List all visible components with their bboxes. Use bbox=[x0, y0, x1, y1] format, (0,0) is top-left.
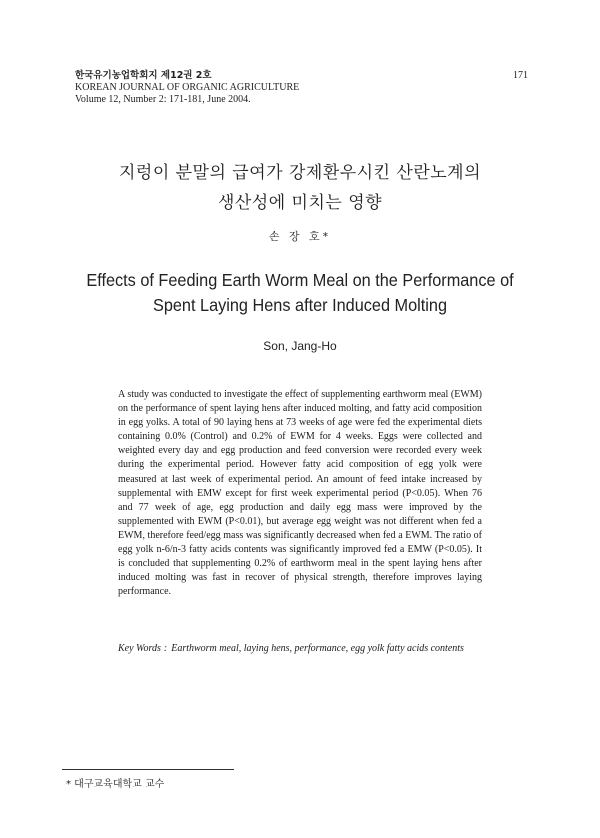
paper-title-en bbox=[21, 268, 579, 318]
paper-title-kr-line2: 생산성에 미치는 영향 bbox=[217, 193, 383, 213]
keywords bbox=[118, 642, 482, 656]
keywords-label: Key Words bbox=[118, 643, 161, 654]
abstract: A study was conducted to investigate the effect of supplementing earthworm meal (EWM) on the performance of spent laying hens after induced molting, and fatty acid composition in egg yolks. A total of 90 laying hens at 73 weeks of age were fed the experimental diets containing 0.0% (Control) and 0.2% of EWM for 4 weeks. Eggs were collected and weighted every day and egg production and feed conversion were recorded every week during the experimental period. However fatty acid composition of egg yolk were measured at last week of experimental period. An amount of feed intake increased by supplemental with EMW except for first week experimental period (P<0.05). When 76 and 77 week of age, egg production and daily egg mass were improved by the supplemented with EWM (P<0.01), but average egg weight was not different when fed a EWM, therefore feed/egg mass was significantly decreased when fed a EWM. The ratio of egg yolk n-6/n-3 fatty acids contents was significantly improved fed a EMW (P<0.05). It is concluded that supplementing 0.2% of earthworm meal in the spent laying hens after induced molting was fast in recover of physical strength, therefore improves laying performance. bbox=[118, 389, 482, 598]
journal-title-kr: 한국유기농업학회지 제12권 2호 bbox=[75, 70, 212, 81]
journal-title-en: KOREAN JOURNAL OF ORGANIC AGRICULTURE bbox=[75, 82, 300, 93]
footnote-divider bbox=[62, 769, 234, 770]
journal-issue: Volume 12, Number 2: 171-181, June 2004. bbox=[75, 94, 251, 105]
paper-title-en-line1: Effects of Feeding Earth Worm Meal on the Performance of bbox=[86, 270, 514, 290]
keywords-values: Earthworm meal, laying hens, performance, egg yolk fatty acids contents bbox=[171, 643, 464, 654]
keywords-separator: : bbox=[163, 643, 168, 654]
author-kr: 손 장 호* bbox=[268, 230, 332, 243]
footnote-affiliation: * 대구교육대학교 교수 bbox=[66, 779, 165, 790]
paper-title-kr bbox=[0, 158, 600, 218]
author-en: Son, Jang-Ho bbox=[263, 339, 337, 353]
paper-title-kr-line1: 지렁이 분말의 급여가 강제환우시킨 산란노계의 bbox=[118, 163, 482, 183]
paper-title-en-line2: Spent Laying Hens after Induced Molting bbox=[152, 295, 448, 315]
page-number: 171 bbox=[513, 70, 528, 81]
journal-header bbox=[75, 70, 299, 106]
